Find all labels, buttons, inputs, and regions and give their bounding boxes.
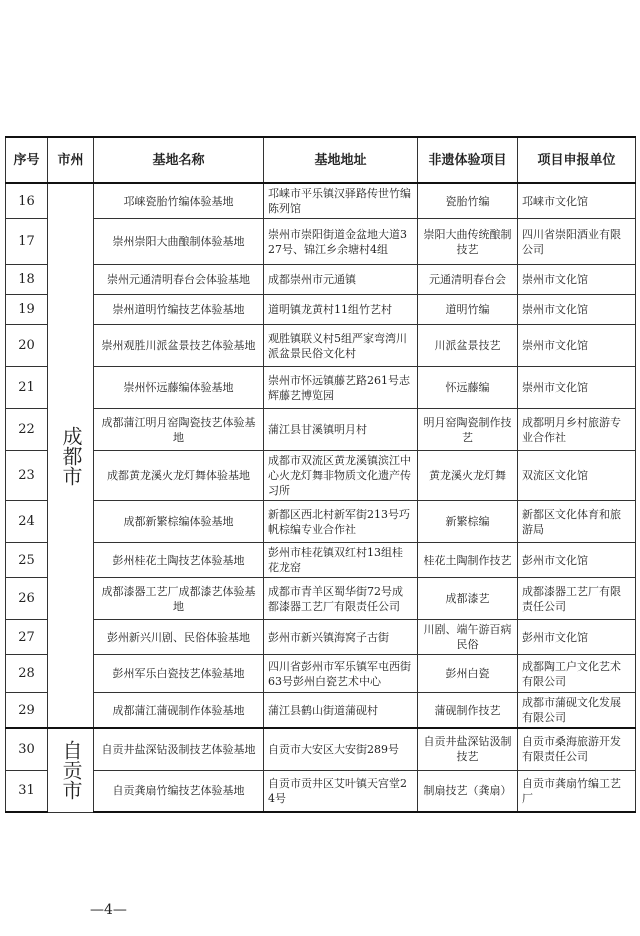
row-seq: 28 bbox=[6, 655, 48, 693]
row-applicant-unit: 成都漆器工艺厂有限责任公司 bbox=[518, 578, 636, 620]
row-base-name: 崇州观胜川派盆景技艺体验基地 bbox=[94, 325, 264, 367]
row-heritage-project: 瓷胎竹编 bbox=[418, 183, 518, 219]
row-base-address: 邛崃市平乐镇汉驿路传世竹编陈列馆 bbox=[264, 183, 418, 219]
table-row bbox=[6, 265, 636, 295]
row-base-name: 自贡龚扇竹编技艺体验基地 bbox=[94, 770, 264, 812]
row-applicant-unit: 双流区文化馆 bbox=[518, 451, 636, 501]
row-heritage-project: 川派盆景技艺 bbox=[418, 325, 518, 367]
row-applicant-unit: 自贡市桑海旅游开发有限责任公司 bbox=[518, 728, 636, 770]
row-base-name: 彭州桂花土陶技艺体验基地 bbox=[94, 543, 264, 578]
row-seq: 26 bbox=[6, 578, 48, 620]
table-row bbox=[6, 183, 636, 219]
table-row bbox=[6, 543, 636, 578]
row-base-address: 彭州市新兴镇海窝子古街 bbox=[264, 620, 418, 655]
row-base-name: 成都蒲江明月窑陶瓷技艺体验基地 bbox=[94, 409, 264, 451]
row-base-address: 道明镇龙黄村11组竹艺村 bbox=[264, 295, 418, 325]
row-base-name: 彭州军乐白瓷技艺体验基地 bbox=[94, 655, 264, 693]
city-cell: 成都市 bbox=[48, 183, 94, 728]
table-row bbox=[6, 770, 636, 812]
row-base-name: 崇州道明竹编技艺体验基地 bbox=[94, 295, 264, 325]
row-base-address: 崇州市崇阳街道金盆地大道327号、锦江乡余塘村4组 bbox=[264, 219, 418, 265]
row-applicant-unit: 成都市蒲砚文化发展有限公司 bbox=[518, 693, 636, 729]
table-row bbox=[6, 620, 636, 655]
row-base-address: 蒲江县甘溪镇明月村 bbox=[264, 409, 418, 451]
row-heritage-project: 彭州白瓷 bbox=[418, 655, 518, 693]
row-seq: 19 bbox=[6, 295, 48, 325]
row-seq: 21 bbox=[6, 367, 48, 409]
row-seq: 25 bbox=[6, 543, 48, 578]
row-heritage-project: 制扇技艺（龚扇） bbox=[418, 770, 518, 812]
table-row bbox=[6, 409, 636, 451]
row-base-name: 成都蒲江蒲砚制作体验基地 bbox=[94, 693, 264, 729]
row-heritage-project: 蒲砚制作技艺 bbox=[418, 693, 518, 729]
row-base-address: 成都市青羊区蜀华街72号成都漆器工艺厂有限责任公司 bbox=[264, 578, 418, 620]
row-base-name: 自贡井盐深钻汲制技艺体验基地 bbox=[94, 728, 264, 770]
row-heritage-project: 自贡井盐深钻汲制技艺 bbox=[418, 728, 518, 770]
row-base-name: 崇州元通清明春台会体验基地 bbox=[94, 265, 264, 295]
row-seq: 31 bbox=[6, 770, 48, 812]
row-applicant-unit: 崇州市文化馆 bbox=[518, 295, 636, 325]
row-applicant-unit: 崇州市文化馆 bbox=[518, 325, 636, 367]
row-seq: 22 bbox=[6, 409, 48, 451]
row-heritage-project: 桂花土陶制作技艺 bbox=[418, 543, 518, 578]
row-heritage-project: 道明竹编 bbox=[418, 295, 518, 325]
row-seq: 29 bbox=[6, 693, 48, 729]
table-row bbox=[6, 655, 636, 693]
row-seq: 30 bbox=[6, 728, 48, 770]
row-seq: 17 bbox=[6, 219, 48, 265]
row-base-address: 自贡市贡井区艾叶镇天宫堂24号 bbox=[264, 770, 418, 812]
row-base-address: 彭州市桂花镇双红村13组桂花龙窑 bbox=[264, 543, 418, 578]
row-seq: 27 bbox=[6, 620, 48, 655]
row-heritage-project: 明月窑陶瓷制作技艺 bbox=[418, 409, 518, 451]
row-applicant-unit: 四川省崇阳酒业有限公司 bbox=[518, 219, 636, 265]
table-row bbox=[6, 367, 636, 409]
table-row bbox=[6, 728, 636, 770]
row-seq: 20 bbox=[6, 325, 48, 367]
table-header-row bbox=[6, 137, 636, 183]
header-heritage-project: 非遗体验项目 bbox=[418, 137, 518, 183]
row-applicant-unit: 彭州市文化馆 bbox=[518, 620, 636, 655]
row-applicant-unit: 成都明月乡村旅游专业合作社 bbox=[518, 409, 636, 451]
row-base-address: 观胜镇联义村5组严家弯湾川派盆景民俗文化村 bbox=[264, 325, 418, 367]
row-applicant-unit: 崇州市文化馆 bbox=[518, 265, 636, 295]
table-row bbox=[6, 693, 636, 729]
row-base-name: 成都新繁棕编体验基地 bbox=[94, 501, 264, 543]
row-seq: 23 bbox=[6, 451, 48, 501]
row-base-address: 崇州市怀远镇藤艺路261号志辉藤艺博览园 bbox=[264, 367, 418, 409]
table-row bbox=[6, 325, 636, 367]
row-heritage-project: 怀远藤编 bbox=[418, 367, 518, 409]
row-base-address: 新都区西北村新军街213号巧帆棕编专业合作社 bbox=[264, 501, 418, 543]
row-base-address: 自贡市大安区大安街289号 bbox=[264, 728, 418, 770]
row-heritage-project: 川剧、端午游百病民俗 bbox=[418, 620, 518, 655]
city-cell: 自贡市 bbox=[48, 728, 94, 812]
row-base-name: 成都漆器工艺厂成都漆艺体验基地 bbox=[94, 578, 264, 620]
row-base-address: 成都崇州市元通镇 bbox=[264, 265, 418, 295]
row-base-name: 彭州新兴川剧、民俗体验基地 bbox=[94, 620, 264, 655]
row-heritage-project: 黄龙溪火龙灯舞 bbox=[418, 451, 518, 501]
row-seq: 16 bbox=[6, 183, 48, 219]
row-base-name: 崇州怀远藤编体验基地 bbox=[94, 367, 264, 409]
row-base-address: 蒲江县鹤山街道蒲砚村 bbox=[264, 693, 418, 729]
row-seq: 24 bbox=[6, 501, 48, 543]
table-row bbox=[6, 501, 636, 543]
row-base-name: 崇州崇阳大曲酿制体验基地 bbox=[94, 219, 264, 265]
row-seq: 18 bbox=[6, 265, 48, 295]
row-base-name: 成都黄龙溪火龙灯舞体验基地 bbox=[94, 451, 264, 501]
header-seq: 序号 bbox=[6, 137, 48, 183]
table-row bbox=[6, 295, 636, 325]
table-row bbox=[6, 219, 636, 265]
table-row bbox=[6, 451, 636, 501]
row-base-address: 四川省彭州市军乐镇军屯西街63号彭州白瓷艺术中心 bbox=[264, 655, 418, 693]
header-base-address: 基地地址 bbox=[264, 137, 418, 183]
row-base-address: 成都市双流区黄龙溪镇滨江中心火龙灯舞非物质文化遗产传习所 bbox=[264, 451, 418, 501]
row-applicant-unit: 新都区文化体育和旅游局 bbox=[518, 501, 636, 543]
row-base-name: 邛崃瓷胎竹编体验基地 bbox=[94, 183, 264, 219]
row-applicant-unit: 崇州市文化馆 bbox=[518, 367, 636, 409]
row-applicant-unit: 邛崃市文化馆 bbox=[518, 183, 636, 219]
row-heritage-project: 元通清明春台会 bbox=[418, 265, 518, 295]
heritage-base-table bbox=[5, 136, 636, 813]
row-applicant-unit: 自贡市龚扇竹编工艺厂 bbox=[518, 770, 636, 812]
page-number: —4— bbox=[90, 902, 127, 918]
row-applicant-unit: 成都陶工户文化艺术有限公司 bbox=[518, 655, 636, 693]
row-heritage-project: 崇阳大曲传统酿制技艺 bbox=[418, 219, 518, 265]
row-heritage-project: 新繁棕编 bbox=[418, 501, 518, 543]
table-row bbox=[6, 578, 636, 620]
header-applicant-unit: 项目申报单位 bbox=[518, 137, 636, 183]
header-city: 市州 bbox=[48, 137, 94, 183]
header-base-name: 基地名称 bbox=[94, 137, 264, 183]
row-applicant-unit: 彭州市文化馆 bbox=[518, 543, 636, 578]
row-heritage-project: 成都漆艺 bbox=[418, 578, 518, 620]
